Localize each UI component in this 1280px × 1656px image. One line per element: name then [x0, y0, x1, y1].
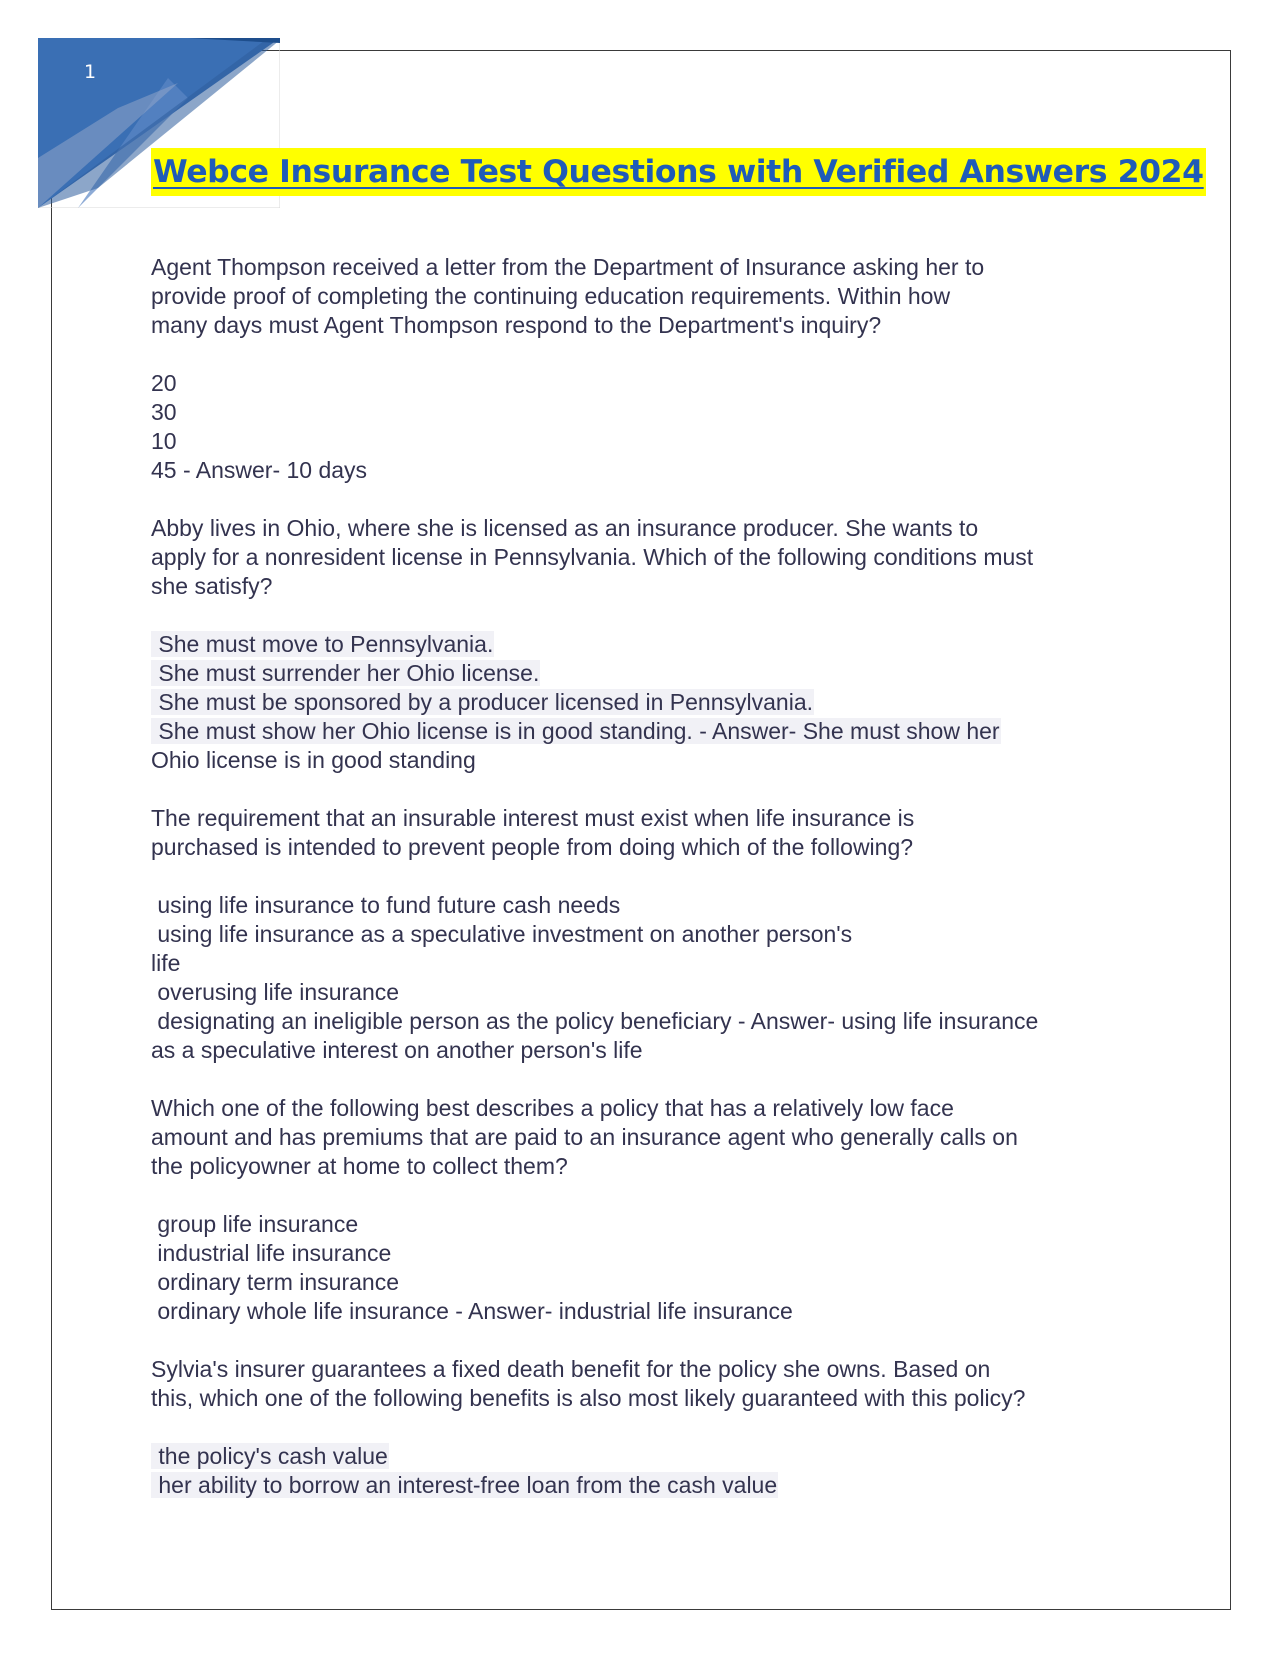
question-2-stem-line: Abby lives in Ohio, where she is licensed as an insurance producer. She wants to — [151, 515, 979, 541]
page-number: 1 — [84, 61, 97, 83]
question-4-stem-line: amount and has premiums that are paid to an insurance agent who generally calls on — [151, 1124, 1018, 1150]
question-2-option: She must be sponsored by a producer licensed in Pennsylvania. — [152, 689, 814, 715]
question-4-option: group life insurance — [151, 1211, 359, 1237]
question-2-option: She must surrender her Ohio license. — [152, 660, 540, 686]
question-1-stem-line: Agent Thompson received a letter from the Department of Insurance asking her to — [151, 254, 985, 280]
question-5-stem-line: Sylvia's insurer guarantees a fixed death benefit for the policy she owns. Based on — [151, 1356, 991, 1382]
question-4-option: industrial life insurance — [151, 1240, 392, 1266]
question-1-option: 30 — [151, 399, 177, 425]
question-3-stem-line: The requirement that an insurable interest must exist when life insurance is — [151, 805, 915, 831]
question-1-option: 10 — [151, 428, 177, 454]
question-list — [151, 253, 1136, 1500]
question-2-option-answer: She must show her Ohio license is in good standing. - Answer- She must show her — [152, 718, 1000, 744]
question-4-stem-line: Which one of the following best describes a policy that has a relatively low face — [151, 1095, 954, 1121]
question-1-stem-line: many days must Agent Thompson respond to the Department's inquiry? — [151, 312, 882, 338]
question-3-option-cont: life — [151, 950, 181, 976]
question-1-stem-line: provide proof of completing the continuing education requirements. Within how — [151, 283, 951, 309]
question-4-option-answer: ordinary whole life insurance - Answer- industrial life insurance — [151, 1298, 793, 1324]
question-1-option-answer: 45 - Answer- 10 days — [151, 457, 368, 483]
question-2-stem-line: apply for a nonresident license in Pennsylvania. Which of the following conditions must — [151, 544, 1034, 570]
question-3-option: using life insurance to fund future cash needs — [151, 892, 621, 918]
question-1-option: 20 — [151, 370, 177, 396]
document-title[interactable]: Webce Insurance Test Questions with Verified Answers 2024 — [151, 148, 1206, 196]
question-4-stem-line: the policyowner at home to collect them? — [151, 1153, 568, 1179]
question-3-option: using life insurance as a speculative investment on another person's — [151, 921, 853, 947]
question-5-option: the policy's cash value — [152, 1443, 388, 1469]
question-3-option-answer-cont: as a speculative interest on another person's life — [151, 1037, 643, 1063]
question-3-stem-line: purchased is intended to prevent people from doing which of the following? — [151, 834, 914, 860]
question-3-option: overusing life insurance — [151, 979, 400, 1005]
question-4-option: ordinary term insurance — [151, 1269, 399, 1295]
question-3-option-answer: designating an ineligible person as the policy beneficiary - Answer- using life insurance — [151, 1008, 1039, 1034]
question-5-option: her ability to borrow an interest-free loan from the cash value — [152, 1472, 778, 1498]
question-2-option-answer-cont: Ohio license is in good standing — [151, 747, 476, 773]
question-2-option: She must move to Pennsylvania. — [152, 631, 494, 657]
question-5-stem-line: this, which one of the following benefits is also most likely guaranteed with this policy? — [151, 1385, 1026, 1411]
question-2-stem-line: she satisfy? — [151, 573, 273, 599]
